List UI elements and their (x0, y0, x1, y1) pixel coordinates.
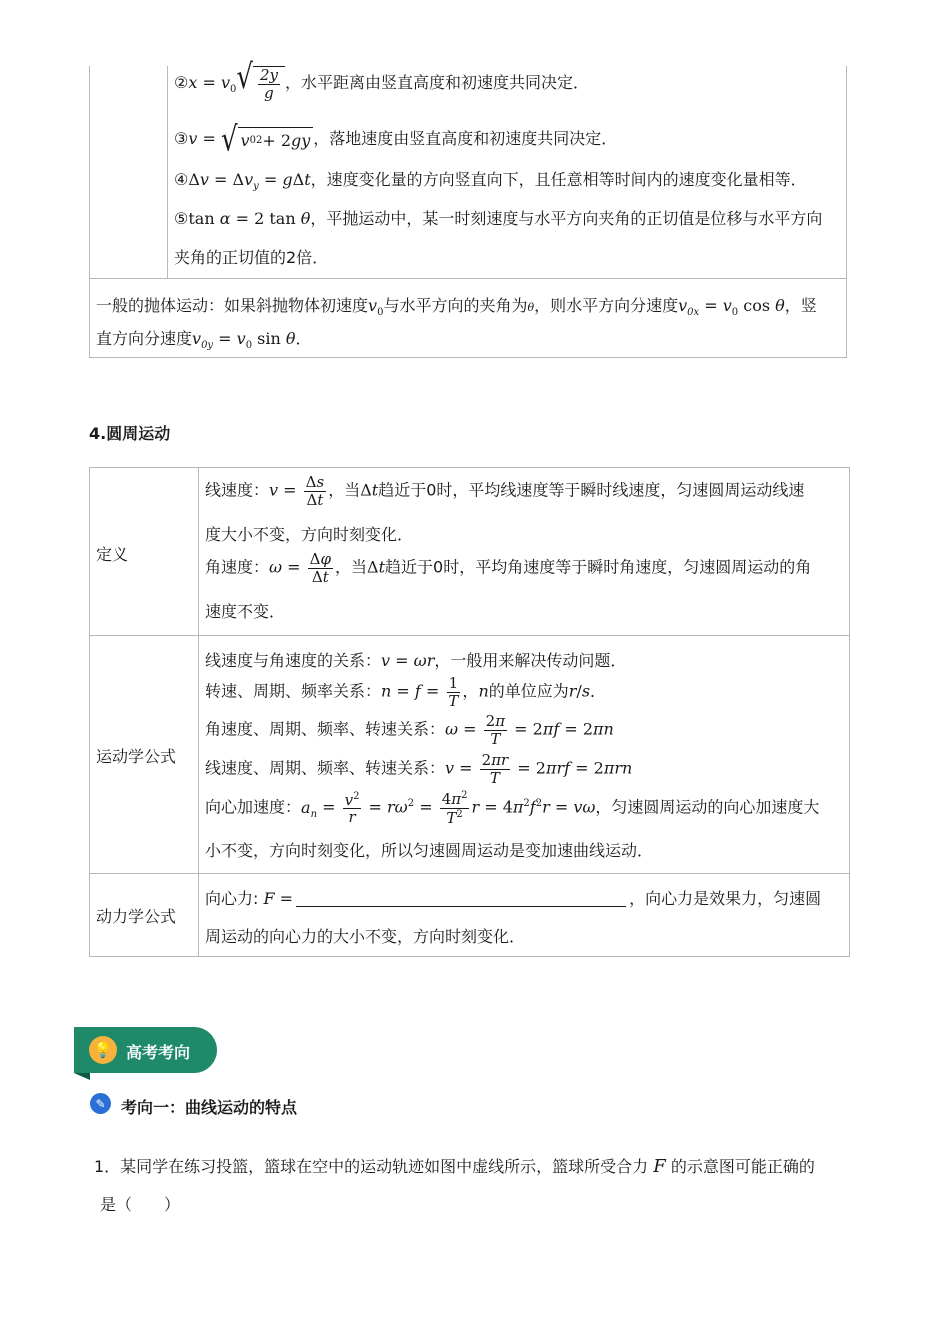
circular-motion-table (89, 467, 850, 957)
angular-velocity-definition-cont: 速度不变． (205, 602, 286, 621)
formula-landing-speed: ③v = √ v 0 2 + 2 gy ，落地速度由竖直高度和初速度共同决定． (174, 120, 618, 159)
rotation-period-frequency: 转速、周期、频率关系：n = f = $\frac{1}{T}$ ，n的单位应为r/s． (205, 674, 607, 710)
formula-velocity-change: ④Δv = $\Delta v_y = g\Delta t$，速度变化量的方向竖直向下，且任意相等时间内的速度变化量相等． (174, 170, 807, 193)
lightbulb-icon: 💡 (89, 1036, 117, 1064)
centripetal-acceleration-cont: 小不变，方向时刻变化，所以匀速圆周运动是变加速曲线运动． (205, 841, 654, 860)
table-row-divider (90, 278, 846, 279)
general-projectile-line1: 一般的抛体运动：如果斜抛物体初速度$v_0$与水平方向的夹角为θ，则水平方向分速度$v_{0x} = v_0$ cos θ，竖 (96, 296, 817, 319)
tangent-relation-continued: 夹角的正切值的2倍． (174, 248, 329, 267)
angular-velocity-definition: 角速度：ω = $\frac{\Delta\varphi}{\Delta t}$ ，当Δt趋近于0时，平均角速度等于瞬时角速度，匀速圆周运动的角 (205, 550, 812, 586)
banner-title: 高考考向 (126, 1043, 191, 1062)
question-line-1: 1．某同学在练习投篮，篮球在空中的运动轨迹如图中虚线所示，篮球所受合力 F 的示意图可能正确的 (94, 1156, 815, 1177)
table-row-divider (90, 873, 849, 874)
table-row-divider (90, 635, 849, 636)
angular-velocity-formulas: 角速度、周期、频率、转速关系：ω = $\frac{2\pi}{T}$ = 2πf = 2πn (205, 712, 614, 748)
linear-velocity-definition-cont: 度大小不变，方向时刻变化． (205, 525, 414, 544)
table-column-divider (198, 468, 199, 956)
section-title: 4.圆周运动 (89, 424, 171, 443)
linear-velocity-formulas: 线速度、周期、频率、转速关系：v = $\frac{2\pi r}{T}$ = 2πrf = 2πrn (205, 751, 633, 787)
centripetal-acceleration: 向心加速度：$a_n$ = $\frac{v^2}{r}$ = $r\omega^2$ = $\frac{4\pi^2}{T^2}$ $r = 4\pi^2f^2r = v\omega$，匀速圆周运动的向心加速度大 (205, 790, 820, 827)
row-label-kinematics: 运动学公式 (96, 747, 177, 766)
banner-fold (74, 1073, 90, 1080)
projectile-table (89, 58, 847, 358)
centripetal-force: 向心力: F = ，向心力是效果力，匀速圆 (205, 889, 822, 908)
velocity-angular-relation: 线速度与角速度的关系：v = ωr，一般用来解决传动问题． (205, 651, 627, 670)
pencil-icon: ✎ (90, 1093, 111, 1114)
row-label-dynamics: 动力学公式 (96, 907, 177, 926)
answer-blank[interactable] (296, 892, 626, 907)
table-left-column (90, 66, 168, 278)
formula-tangent-relation: ⑤tan α = 2 tan θ，平抛运动中，某一时刻速度与水平方向夹角的正切值是位移与水平方向 (174, 209, 823, 228)
centripetal-force-cont: 周运动的向心力的大小不变，方向时刻变化． (205, 927, 526, 946)
formula-horizontal-distance: ②x = $v_0$ √ $\frac{2y}{g}$ ，水平距离由竖直高度和初速度共同决定． (174, 58, 589, 102)
direction-title: 考向一：曲线运动的特点 (121, 1098, 298, 1117)
row-label-definition: 定义 (96, 545, 129, 564)
linear-velocity-definition: 线速度：v = $\frac{\Delta s}{\Delta t}$ ，当Δt趋近于0时，平均线速度等于瞬时线速度，匀速圆周运动线速 (205, 473, 805, 509)
question-line-2: 是（ ） (100, 1195, 181, 1214)
general-projectile-line2: 直方向分速度$v_{0y} = v_0$ sin θ． (96, 329, 312, 352)
